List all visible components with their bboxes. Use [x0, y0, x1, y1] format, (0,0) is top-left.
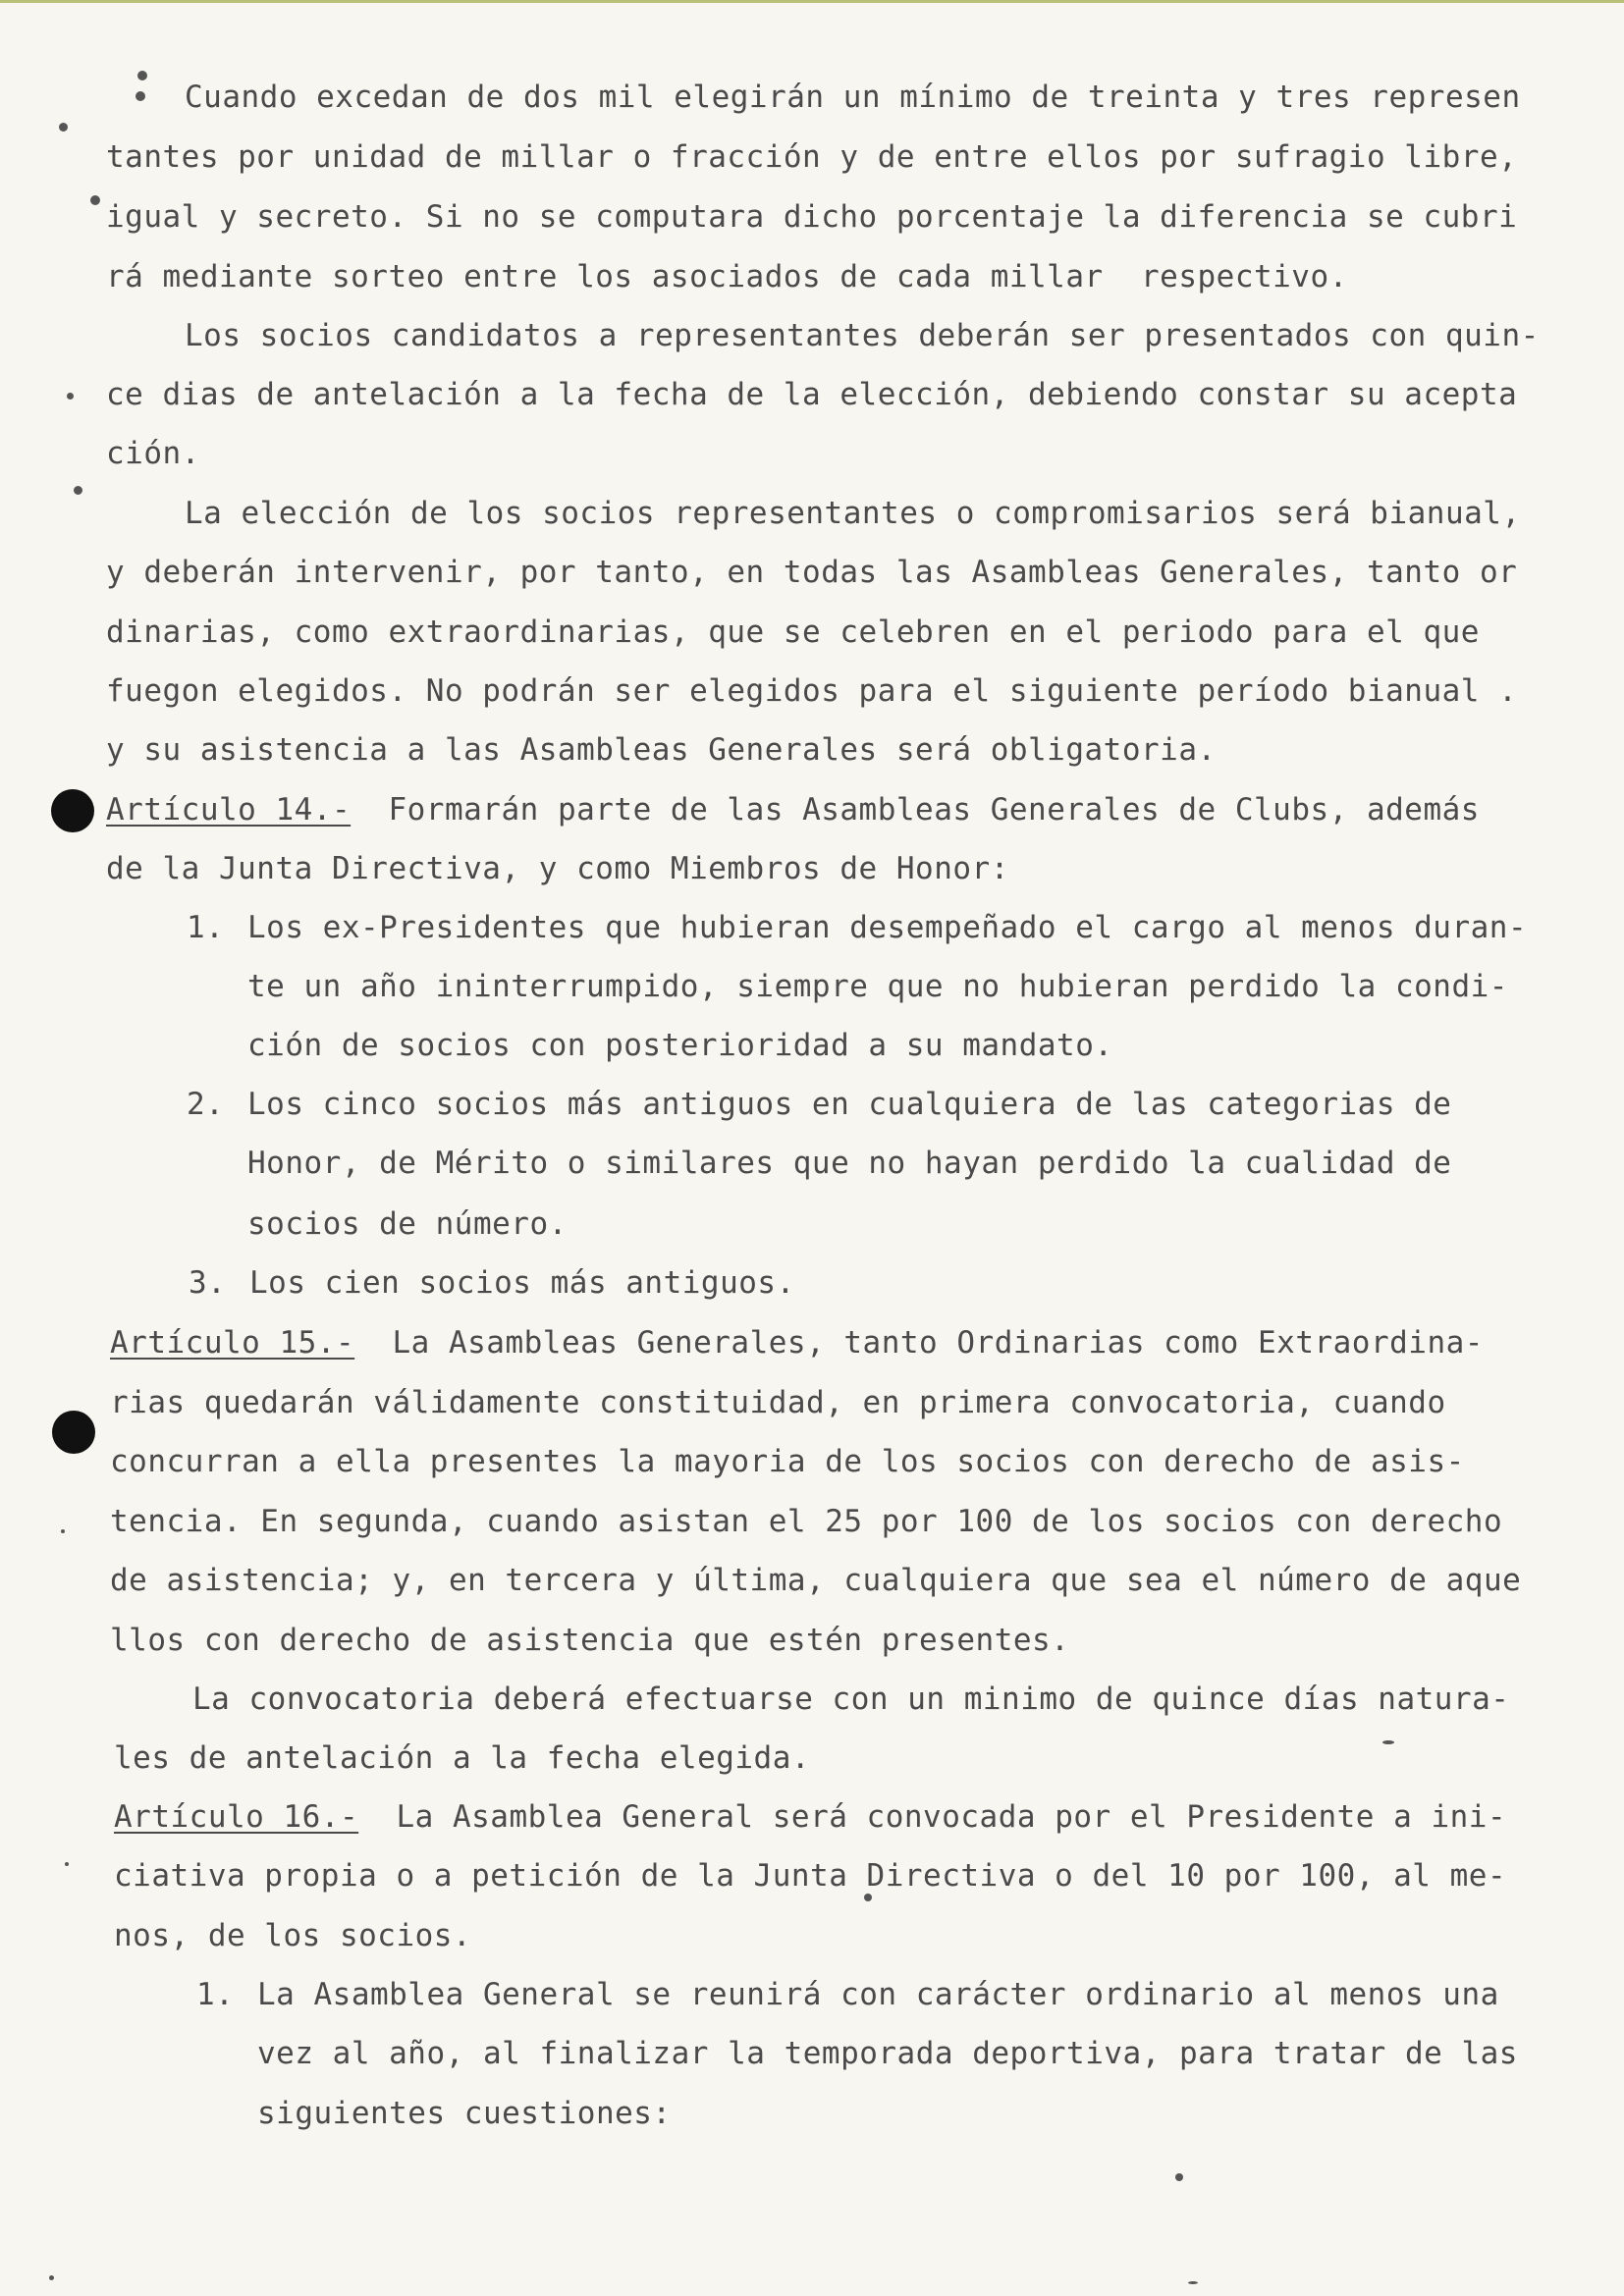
text-line: ce dias de antelación a la fecha de la elección, debiendo constar su acepta [106, 377, 1518, 412]
article-heading: Artículo 14.- [106, 792, 352, 828]
ink-speck [74, 486, 82, 495]
text-line: llos con derecho de asistencia que estén presentes. [110, 1623, 1070, 1658]
text-line: de asistencia; y, en tercera y última, cualquiera que sea el número de aque [110, 1563, 1522, 1598]
ink-speck [864, 1894, 872, 1901]
text-line: siguientes cuestiones: [257, 2096, 672, 2131]
text-line: Los cien socios más antiguos. [249, 1265, 795, 1301]
text-line: La elección de los socios representantes o compromisarios será bianual, [185, 496, 1521, 531]
ink-speck [1175, 2173, 1183, 2181]
text-line: rá mediante sorteo entre los asociados de cada millar respectivo. [106, 259, 1348, 294]
text-line: ción. [106, 436, 200, 471]
text-line: Los cinco socios más antiguos en cualquiera de las categorias de [247, 1087, 1452, 1122]
article-14-heading-line [106, 790, 1480, 829]
text-line: dinarias, como extraordinarias, que se celebren en el periodo para el que [106, 614, 1480, 650]
ink-speck [61, 1529, 65, 1533]
margin-bullet-mark [52, 1411, 95, 1454]
margin-bullet-mark [51, 789, 94, 832]
ink-speck [1188, 2281, 1198, 2284]
item-number: 1. [187, 910, 225, 945]
text-line: les de antelación a la fecha elegida. [114, 1740, 811, 1776]
page-top-edge [0, 0, 1624, 3]
text-line: nos, de los socios. [114, 1918, 472, 1953]
text-line: Los ex-Presidentes que hubieran desempeñado el cargo al menos duran- [247, 910, 1528, 945]
text-line: y deberán intervenir, por tanto, en todas las Asambleas Generales, tanto or [106, 555, 1518, 590]
text-line: vez al año, al finalizar la temporada deportiva, para tratar de las [257, 2036, 1518, 2071]
article-text: Formarán parte de las Asambleas Generales de Clubs, además [388, 792, 1480, 828]
text-line: Cuando excedan de dos mil elegirán un mínimo de treinta y tres represen [185, 80, 1521, 115]
item-number: 1. [196, 1977, 235, 2012]
item-number: 3. [189, 1265, 227, 1301]
ink-speck [67, 393, 74, 400]
article-heading: Artículo 15.- [110, 1325, 355, 1361]
text-line: rias quedarán válidamente constituidad, en primera convocatoria, cuando [110, 1385, 1446, 1420]
text-line: concurran a ella presentes la mayoria de los socios con derecho de asis- [110, 1444, 1465, 1479]
text-line: tantes por unidad de millar o fracción y de entre ellos por sufragio libre, [106, 139, 1518, 175]
article-heading: Artículo 16.- [114, 1799, 359, 1835]
text-line: igual y secreto. Si no se computara dicho porcentaje la diferencia se cubri [106, 199, 1518, 235]
text-line: tencia. En segunda, cuando asistan el 25 por 100 de los socios con derecho [110, 1504, 1503, 1539]
ink-speck [137, 71, 147, 80]
text-line: te un año ininterrumpido, siempre que no hubieran perdido la condi- [247, 969, 1508, 1004]
article-15-heading-line [110, 1323, 1484, 1362]
article-text: La Asambleas Generales, tanto Ordinarias como Extraordina- [392, 1325, 1484, 1361]
ink-speck [90, 195, 100, 205]
text-line: La convocatoria deberá efectuarse con un minimo de quince días natura- [192, 1682, 1510, 1717]
article-text: La Asamblea General será convocada por el Presidente a ini- [396, 1799, 1507, 1835]
item-number: 2. [187, 1087, 225, 1122]
ink-speck [1382, 1740, 1394, 1744]
text-line: Los socios candidatos a representantes deberán ser presentados con quin- [185, 318, 1540, 353]
text-line: de la Junta Directiva, y como Miembros de Honor: [106, 851, 1009, 886]
ink-speck [135, 91, 145, 101]
text-line: socios de número. [247, 1206, 568, 1242]
text-line: fuegon elegidos. No podrán ser elegidos para el siguiente período bianual . [106, 673, 1518, 709]
text-line: y su asistencia a las Asambleas Generales será obligatoria. [106, 732, 1217, 768]
text-line: ciativa propia o a petición de la Junta Directiva o del 10 por 100, al me- [114, 1858, 1507, 1894]
ink-speck [49, 2275, 54, 2280]
ink-speck [59, 123, 68, 132]
text-line: La Asamblea General se reunirá con carácter ordinario al menos una [257, 1977, 1499, 2012]
text-line: ción de socios con posterioridad a su mandato. [247, 1028, 1113, 1063]
text-line: Honor, de Mérito o similares que no hayan perdido la cualidad de [247, 1146, 1452, 1181]
article-16-heading-line [114, 1797, 1506, 1837]
ink-speck [65, 1862, 69, 1866]
